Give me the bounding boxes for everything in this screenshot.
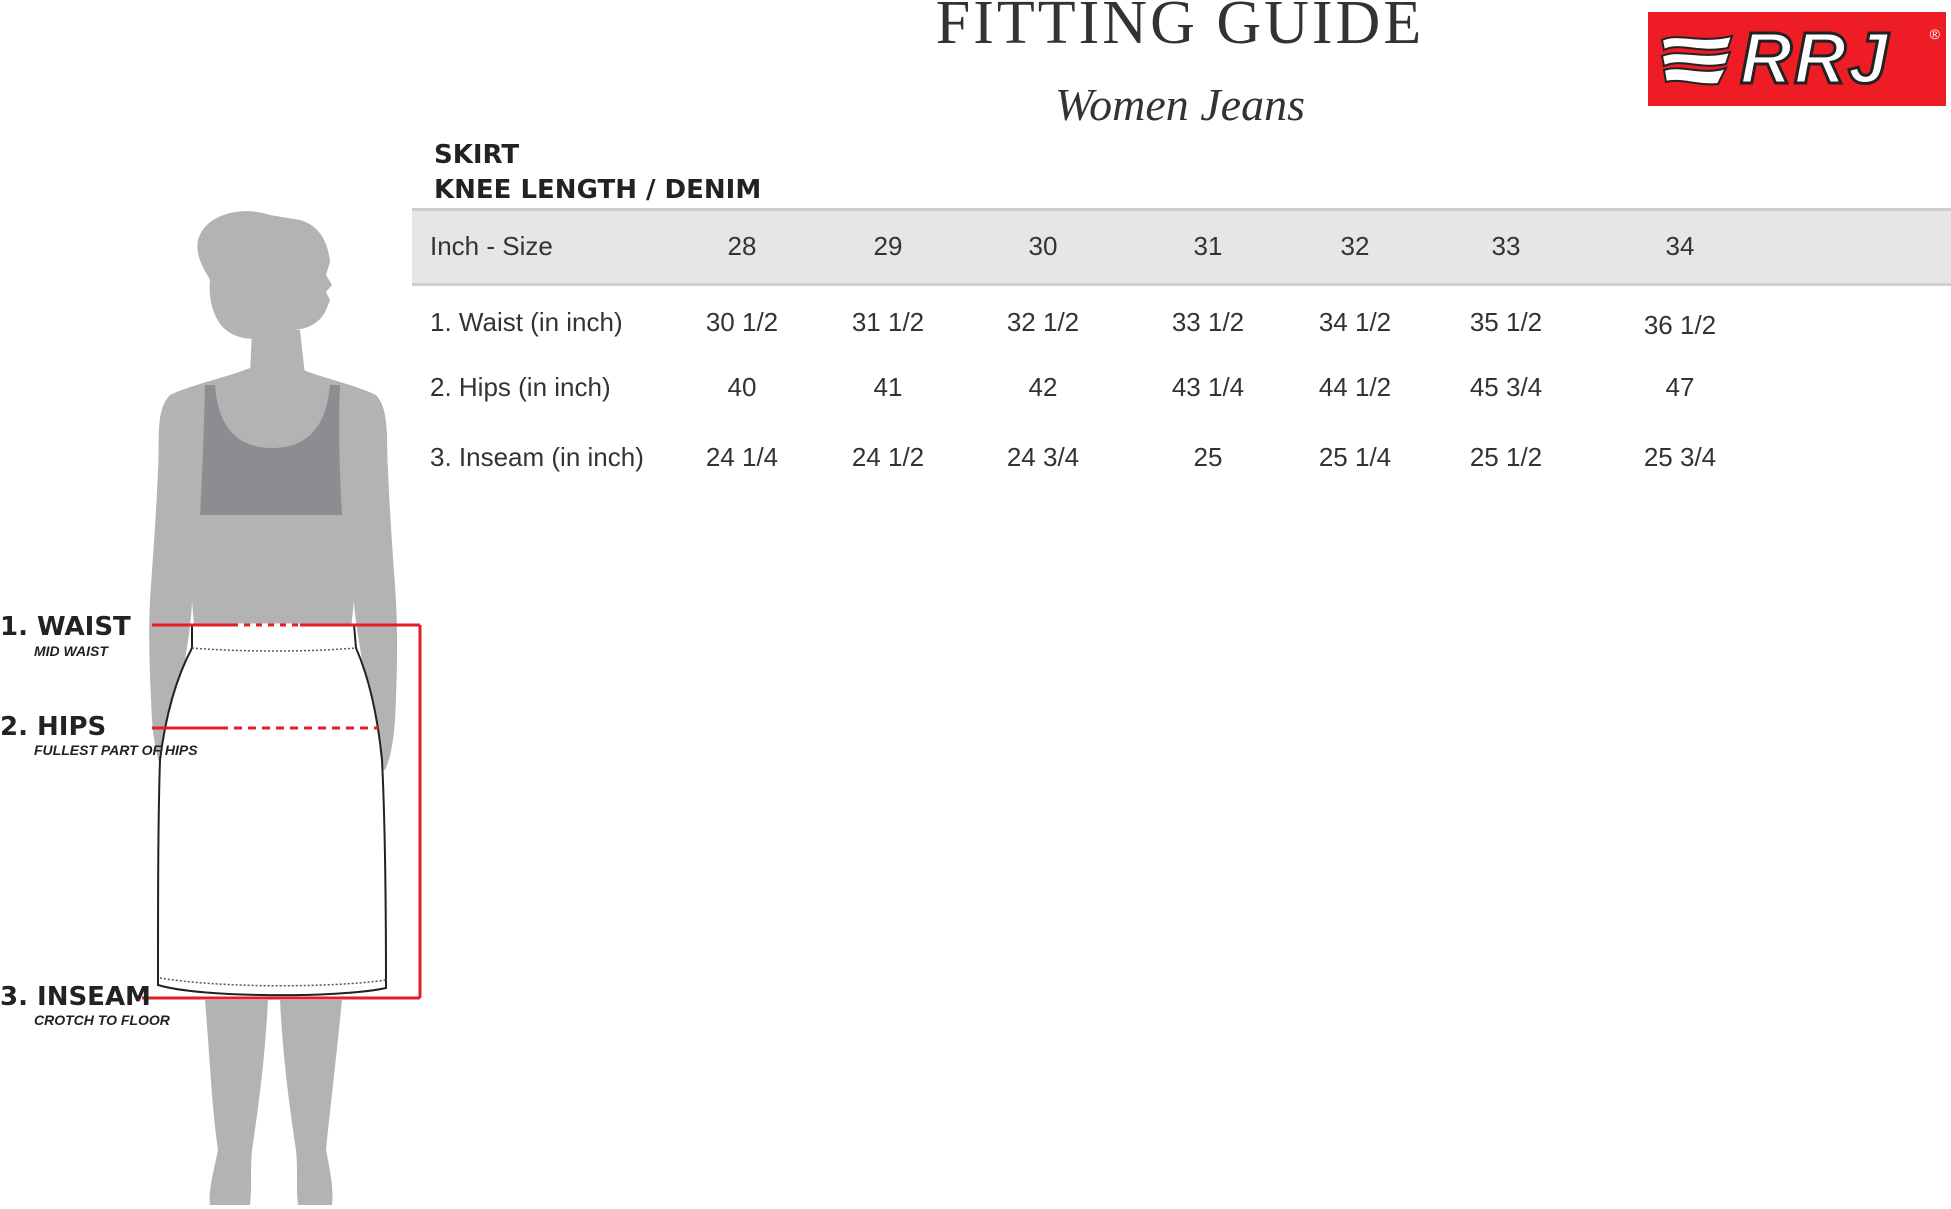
size-column-header: 33 — [1491, 231, 1521, 261]
table-cell: 41 — [873, 372, 903, 402]
table-cell: 32 1/2 — [1006, 307, 1080, 337]
row-label-hips: 2. Hips (in inch) — [430, 372, 611, 402]
inseam-label: 3. INSEAM — [0, 982, 151, 1012]
hips-label: 2. HIPS — [0, 712, 107, 742]
table-cell: 35 1/2 — [1469, 307, 1543, 337]
table-cell: 47 — [1665, 372, 1695, 402]
legs-silhouette — [205, 1000, 268, 1205]
table-cell: 25 1/2 — [1469, 442, 1543, 472]
legs-silhouette-right — [280, 1000, 342, 1205]
size-column-header: 34 — [1665, 231, 1695, 261]
size-table-header — [412, 208, 1951, 286]
size-column-header: 31 — [1193, 231, 1223, 261]
product-description: KNEE LENGTH / DENIM — [434, 175, 762, 205]
size-column-header: 32 — [1340, 231, 1370, 261]
table-cell: 25 3/4 — [1643, 442, 1717, 472]
table-cell: 42 — [1028, 372, 1058, 402]
waist-note: MID WAIST — [34, 643, 108, 659]
product-type: SKIRT — [434, 140, 520, 170]
hips-note: FULLEST PART OF HIPS — [34, 742, 198, 758]
row-label-waist: 1. Waist (in inch) — [430, 307, 623, 337]
row-label-inseam: 3. Inseam (in inch) — [430, 442, 644, 472]
table-cell: 31 1/2 — [851, 307, 925, 337]
table-cell: 30 1/2 — [705, 307, 779, 337]
table-cell: 25 — [1193, 442, 1223, 472]
registered-mark: ® — [1929, 26, 1940, 42]
waist-label: 1. WAIST — [0, 612, 131, 642]
inseam-note: CROTCH TO FLOOR — [34, 1012, 170, 1028]
brand-logo — [1648, 12, 1946, 106]
page-subtitle: Women Jeans — [1055, 79, 1305, 130]
page-title: FITTING GUIDE — [935, 0, 1425, 57]
table-cell: 36 1/2 — [1643, 310, 1717, 340]
size-column-header: 30 — [1028, 231, 1058, 261]
table-cell: 25 1/4 — [1318, 442, 1392, 472]
table-cell: 24 1/2 — [851, 442, 925, 472]
size-column-header: 28 — [727, 231, 757, 261]
table-cell: 24 3/4 — [1006, 442, 1080, 472]
table-cell: 44 1/2 — [1318, 372, 1392, 402]
table-cell: 40 — [727, 372, 757, 402]
table-cell: 43 1/4 — [1171, 372, 1245, 402]
table-cell: 45 3/4 — [1469, 372, 1543, 402]
size-header-label: Inch - Size — [430, 231, 553, 261]
logo-text: RRJ — [1740, 19, 1891, 99]
table-cell: 33 1/2 — [1171, 307, 1245, 337]
table-cell: 24 1/4 — [705, 442, 779, 472]
table-cell: 34 1/2 — [1318, 307, 1392, 337]
size-column-header: 29 — [873, 231, 903, 261]
skirt-outline — [158, 625, 386, 995]
logo-wave-icon — [1658, 30, 1736, 88]
